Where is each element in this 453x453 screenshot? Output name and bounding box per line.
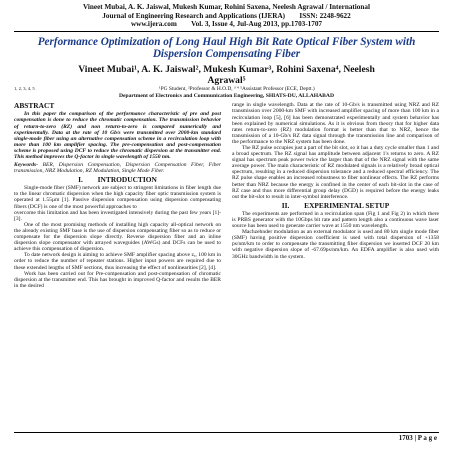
intro-paragraph-2: One of the most promising methods of installing high capacity all-optical network on the already existing SMF base is the use of dispersion compensating fiber so as to reduce or compensate for the dispersion slope directly. Reverse dispersion fiber and an inline dispersion slope compensator with arrayed waveguides (AWGs) and DCFs can be used to achieve this compensation of dispersion. bbox=[14, 221, 221, 253]
department: Department of Electronics and Communication Engineering, SHIATS-DU, ALLAHABAD bbox=[118, 92, 334, 99]
intro-paragraph-3: To date network design is aiming to achieve SMF amplifier spacing above zₐ, 100 km in order to reduce the number of repeater stations. Higher input powers are required due to these extended lengths of SMF sections, thus increasing the effect of nonlinearities [2], [4]. bbox=[14, 252, 221, 271]
right-paragraph-1: range in single wavelength. Data at the rate of 10-Gb/s is transmitted using NRZ and RZ transmission over 2000-km SMF with increased amplifier spacing of more than 100 km in a recirculation loop [5], [6] has been demonstrated experimentally and system behavior has been explained by numerical simulations. As it is obvious from theory that for higher data rates return-to-zero (RZ) modulation format is better than that to NRZ, hence the transmission of a 10-Gb/s RZ data signal through the transmission line and comparison of the performance to the NRZ system has been done. bbox=[232, 102, 439, 145]
keywords-label: Keywords- bbox=[14, 162, 39, 169]
journal-header-journal: Journal of Engineering Research and Applications (IJERA) ISSN: 2248-9622 bbox=[102, 11, 351, 20]
abstract-text: In this paper the comparison of the performance characteristic of pre and post compensation is done to reduce the chromatic compensation. The transmission behavior of return-to-zero (RZ) and non return-to-zero is compared numerically and experimentally. Data at the rate of 10 Gb/s were transmitted over 2000-km standard single-mode fiber using an alternative compensation scheme in a recirculation loop with more than 100 km amplifier spacing. The pre-compensation and post-compensation scheme is proposed using DCF to reduce the chromatic dispersion at the transmitter end. This method improves the Q-factor in single wavelength of 1550 nm. bbox=[14, 111, 221, 161]
body-columns bbox=[14, 102, 439, 289]
affiliation bbox=[14, 86, 439, 93]
right-column bbox=[232, 102, 439, 289]
setup-paragraph-2: Machzehnder modulation as an external modulator is used and 80 km single mode fiber (SMF) having positive dispersion coefficient is used with total dispersion of +1358 ps/nm/km to order to compensate the transmitting fiber dispersion we inserted DCF 20 km with negative dispersion slope of -67.69ps/nm/km. An EDFA amplifier is also used with 30GHz bandwidth in the system. bbox=[232, 229, 439, 260]
author-line-1: Vineet Mubai¹, A. K. Jaiswal², Mukesh Kumar³, Rohini Saxena⁴, Neelesh bbox=[78, 63, 375, 75]
journal-header bbox=[14, 3, 439, 29]
footer-divider bbox=[14, 432, 439, 433]
journal-header-authors: Vineet Mubai, A. K. Jaiswal, Mukesh Kumar, Rohini Saxena, Neelesh Agrawal / International bbox=[83, 3, 370, 11]
right-paragraph-2: The RZ pulse occupies just a part of the bit slot, so it has a duty cycle smaller than 1 and a broad spectrum. The RZ signal has amplitude between adjacent 1's returns to zero. A RZ signal has spectrum peak power twice the larger than that of the NRZ signal with the same average power. The main characteristic of RZ modulated signals is a relatively broad optical spectrum, resulting in a reduced dispersion tolerance and a reduced spectral efficiency. The RZ pulse shape enables an increased robustness to fiber nonlinear effects. The RZ performs better than NRZ because the energy is confined in the center of each bit-slot in the case of RZ case and thus more differential group delay (DGD) is required before the energy leaks out the bit-slot to result in inter-symbol interference. bbox=[232, 145, 439, 200]
journal-header-volume: www.ijera.com Vol. 3, Issue 4, Jul-Aug 2013, pp.1703-1707 bbox=[130, 20, 323, 29]
abstract-heading: ABSTRACT bbox=[14, 101, 55, 111]
setup-paragraph-1: The experiments are performed in a recirculation span (Fig 1 and Fig 2) in which there is PRBS generator with the 10Gbps bit rate and pattern length also a continuous wave laser source has been used to generate carrier wave at 1550 nm wavelength. bbox=[232, 210, 439, 230]
left-column bbox=[14, 102, 221, 289]
keywords bbox=[14, 162, 221, 174]
author-list bbox=[14, 64, 439, 86]
intro-heading: I. INTRODUCTION bbox=[78, 175, 157, 185]
affiliation-text: ¹PG Student, ²Professor & H.O.D, ³ ⁴ ⁵Assistant Professor (ECE, Deptt.) bbox=[159, 85, 315, 92]
author-line-2: Agrawal⁵ bbox=[207, 74, 246, 86]
setup-heading: II. EXPERIMENTAL SETUP bbox=[281, 200, 390, 210]
page-number: 1703 | P a g e bbox=[398, 434, 437, 442]
paper-title: Performance Optimization of Long Haul High Bit Rate Optical Fiber System with Dispersion Compensating Fiber bbox=[37, 35, 416, 61]
header-divider bbox=[14, 31, 439, 32]
affiliation-prefix: 1, 2, 3, 4, 5 bbox=[14, 85, 35, 91]
intro-paragraph-1: Single-mode fiber (SMF) network are subject to stringent limitations in fiber length due to the linear chromatic dispersion when the high capacity fiber optic transmission system is operated at 1.55µm [1]. Passive dispersion compensation using dispersion compensating fibers (DCF) is one of the most powerful approaches to bbox=[14, 185, 221, 210]
intro-paragraph-4: Work has been carried out for Pre-compensation and post-compensation of chromatic dispersion at the transmitter end. This has brought in improved Q-factor and results the BER in the desired bbox=[14, 270, 221, 289]
keywords-text: BER, Dispersion Compensation, Dispersion Compensation Fiber, Fiber transmission, NRZ Modulation, RZ Modulation, Single Mode Fiber. bbox=[14, 162, 221, 175]
intro-paragraph-1b: overcome this limitation and has been investigated intensively during the past few years [1]-[3]. bbox=[14, 209, 221, 222]
